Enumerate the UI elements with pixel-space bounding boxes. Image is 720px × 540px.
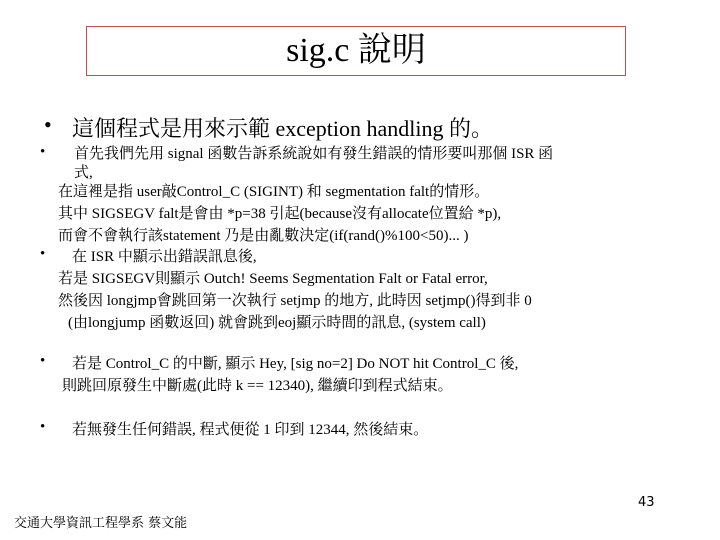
- sub-bullet-marker: •: [40, 246, 46, 262]
- main-bullet-marker: •: [44, 112, 52, 137]
- sub-bullet-marker: •: [40, 144, 46, 160]
- sub-bullet-line: 在這裡是指 user敲Control_C (SIGINT) 和 segmentation falt的情形。: [58, 184, 490, 200]
- sub-bullet-line: 而會不會執行該statement 乃是由亂數決定(if(rand()%100<50)... ): [58, 228, 469, 244]
- sub-bullet-line: 式,: [74, 165, 93, 181]
- sub-bullet-line: 若是 Control_C 的中斷, 顯示 Hey, [sig no=2] Do NOT hit Control_C 後,: [72, 356, 519, 372]
- sub-bullet-line: 若無發生任何錯誤, 程式便從 1 印到 12344, 然後結束。: [72, 422, 429, 438]
- main-bullet-text: 這個程式是用來示範 exception handling 的。: [72, 116, 494, 141]
- sub-bullet-line: 然後因 longjmp會跳回第一次執行 setjmp 的地方, 此時因 setjmp()得到非 0: [58, 293, 532, 309]
- footer-institution: 交通大學資訊工程學系 蔡文能: [14, 516, 188, 531]
- sub-bullet-line: 在 ISR 中顯示出錯誤訊息後,: [72, 249, 257, 265]
- sub-bullet-line: 其中 SIGSEGV falt是會由 *p=38 引起(because沒有allocate位置給 *p),: [58, 206, 502, 222]
- sub-bullet-marker: •: [40, 353, 46, 369]
- sub-bullet-line: 則跳回原發生中斷處(此時 k == 12340), 繼續印到程式結束。: [62, 378, 453, 394]
- sub-bullet-line: 若是 SIGSEGV則顯示 Outch! Seems Segmentation Falt or Fatal error,: [58, 271, 488, 287]
- slide-title: sig.c 說明: [286, 32, 426, 69]
- sub-bullet-marker: •: [40, 419, 46, 435]
- sub-bullet-line: (由longjump 函數返回) 就會跳到eoj顯示時間的訊息, (system call): [68, 315, 486, 331]
- sub-bullet-line: 首先我們先用 signal 函數告訴系統說如有發生錯誤的情形要叫那個 ISR 函: [74, 146, 554, 162]
- page-number: 43: [638, 495, 655, 510]
- title-box: [86, 26, 626, 76]
